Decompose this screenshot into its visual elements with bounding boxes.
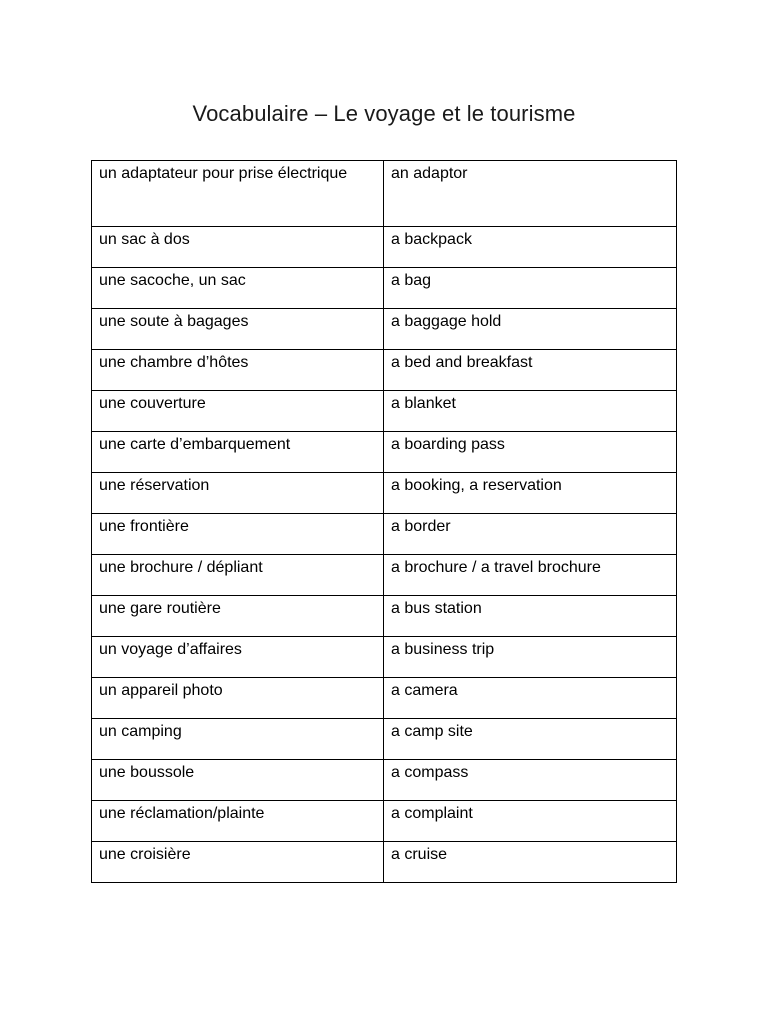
french-term: une gare routière [92, 596, 384, 637]
table-row [92, 555, 677, 596]
french-term: une sacoche, un sac [92, 268, 384, 309]
french-term: une carte d’embarquement [92, 432, 384, 473]
english-term: a cruise [384, 842, 677, 883]
table-row [92, 514, 677, 555]
table-row [92, 432, 677, 473]
english-term: a business trip [384, 637, 677, 678]
french-term: un camping [92, 719, 384, 760]
table-row [92, 161, 677, 227]
table-row [92, 637, 677, 678]
french-term: une croisière [92, 842, 384, 883]
vocabulary-table [91, 160, 677, 883]
french-term: un appareil photo [92, 678, 384, 719]
table-row [92, 760, 677, 801]
english-term: a complaint [384, 801, 677, 842]
table-row [92, 842, 677, 883]
table-row [92, 268, 677, 309]
french-term: un adaptateur pour prise électrique [92, 161, 384, 227]
french-term: une réservation [92, 473, 384, 514]
table-row [92, 227, 677, 268]
english-term: a camera [384, 678, 677, 719]
english-term: a camp site [384, 719, 677, 760]
english-term: a baggage hold [384, 309, 677, 350]
table-row [92, 350, 677, 391]
english-term: a blanket [384, 391, 677, 432]
french-term: un voyage d’affaires [92, 637, 384, 678]
french-term: une couverture [92, 391, 384, 432]
french-term: une réclamation/plainte [92, 801, 384, 842]
table-row [92, 719, 677, 760]
english-term: a compass [384, 760, 677, 801]
english-term: a brochure / a travel brochure [384, 555, 677, 596]
english-term: an adaptor [384, 161, 677, 227]
french-term: une soute à bagages [92, 309, 384, 350]
french-term: une brochure / dépliant [92, 555, 384, 596]
table-row [92, 391, 677, 432]
french-term: une chambre d’hôtes [92, 350, 384, 391]
english-term: a boarding pass [384, 432, 677, 473]
english-term: a backpack [384, 227, 677, 268]
table-row [92, 596, 677, 637]
page-title: Vocabulaire – Le voyage et le tourisme [192, 101, 576, 126]
french-term: un sac à dos [92, 227, 384, 268]
english-term: a booking, a reservation [384, 473, 677, 514]
english-term: a bag [384, 268, 677, 309]
french-term: une frontière [92, 514, 384, 555]
table-row [92, 309, 677, 350]
table-row [92, 801, 677, 842]
french-term: une boussole [92, 760, 384, 801]
english-term: a border [384, 514, 677, 555]
english-term: a bed and breakfast [384, 350, 677, 391]
english-term: a bus station [384, 596, 677, 637]
table-row [92, 473, 677, 514]
table-row [92, 678, 677, 719]
